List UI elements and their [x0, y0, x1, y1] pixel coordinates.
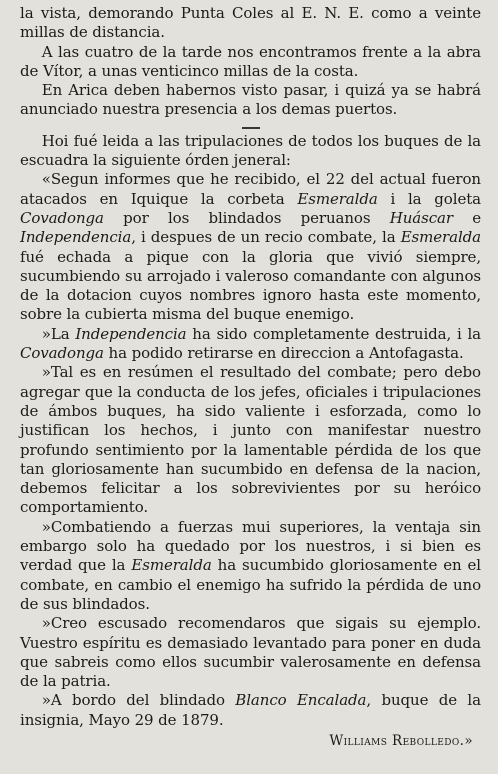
ship-name: Esmeralda: [297, 189, 378, 208]
text-run: ha sido completamente destruida, i la: [186, 324, 482, 343]
paragraph-order-3: »Tal es en resúmen el resultado del combate; pero debo agregar que la conducta de los jefes, oficiales i tripulaciones de ámbos buques, ha sido valiente i esforzada, como lo justifican los hechos, i junto con manifestar nuestro profundo sentimiento por la lamentable pérdida de los que tan gloriosamente han sucumbido en defensa de la nacion, debemos felicitar a los sobrevivientes por su heróico comportamiento.: [20, 363, 481, 517]
text-run: por los blindados peruanos: [103, 208, 390, 227]
paragraph-order-4: [20, 518, 481, 614]
ship-name: Esmeralda: [400, 228, 481, 247]
section-divider: [242, 127, 260, 129]
paragraph-order-5: »Creo escusado recomendaros que sigais su ejemplo. Vuestro espíritu es demasiado levantado para poner en duda que sabreis como ellos sucumbir valerosamente en defensa de la patria.: [20, 614, 481, 691]
text-run: »A bordo del blindado: [41, 691, 236, 710]
text-run: , buque de la insignia, Mayo 29 de 1879.: [20, 691, 481, 729]
ship-name: Esmeralda: [131, 556, 212, 575]
paragraph-order-1: [20, 170, 481, 324]
text-run: i la goleta: [377, 189, 481, 208]
signature: Williams Rebolledo.»: [329, 732, 473, 749]
ship-name: Blanco Encalada: [235, 691, 367, 710]
ship-name: Independencia: [75, 324, 187, 343]
text-run: »La: [41, 324, 76, 343]
paragraph-continuation: la vista, demorando Punta Coles al E. N. E. como a veinte millas de distancia.: [20, 4, 481, 42]
text-run: fué echada a pique con la gloria que vivió siempre, sucumbiendo su arrojado i valeroso comandante con algunos de la dotacion cuyos nombres ignoro hasta este momento, sobre la cubierta misma del buque enemigo.: [20, 247, 481, 324]
ship-name: Independencia: [20, 228, 132, 247]
text-run: »Combatiendo a fuerzas mui superiores, la ventaja sin embargo solo ha quedado por los nuestros, i si bien es verdad que la: [20, 517, 481, 575]
text-run: «Segun informes que he recibido, el 22 del actual fueron atacados en Iquique la corbeta: [20, 170, 481, 208]
text-run: ha sucumbido gloriosamente en el combate, en cambio el enemigo ha sufrido la pérdida de uno de sus blindados.: [20, 556, 481, 613]
paragraph-vitor: A las cuatro de la tarde nos encontramos frente a la abra de Vítor, a unas venticinco millas de la costa.: [20, 42, 481, 80]
paragraph-order-6: [20, 691, 481, 730]
paragraph-arica: En Arica deben habernos visto pasar, i quizá ya se habrá anunciado nuestra presencia a los demas puertos.: [20, 81, 481, 119]
ship-name: Huáscar: [389, 208, 453, 227]
ship-name: Covadonga: [20, 344, 104, 363]
text-run: , i despues de un recio combate, la: [131, 228, 401, 247]
text-run: e: [452, 208, 481, 227]
text-run: ha podido retirarse en direccion a Antofagasta.: [103, 344, 464, 363]
ship-name: Covadonga: [20, 208, 104, 227]
paragraph-order-intro: Hoi fué leida a las tripulaciones de todos los buques de la escuadra la siguiente órden jeneral:: [20, 131, 481, 170]
paragraph-order-2: [20, 325, 481, 364]
